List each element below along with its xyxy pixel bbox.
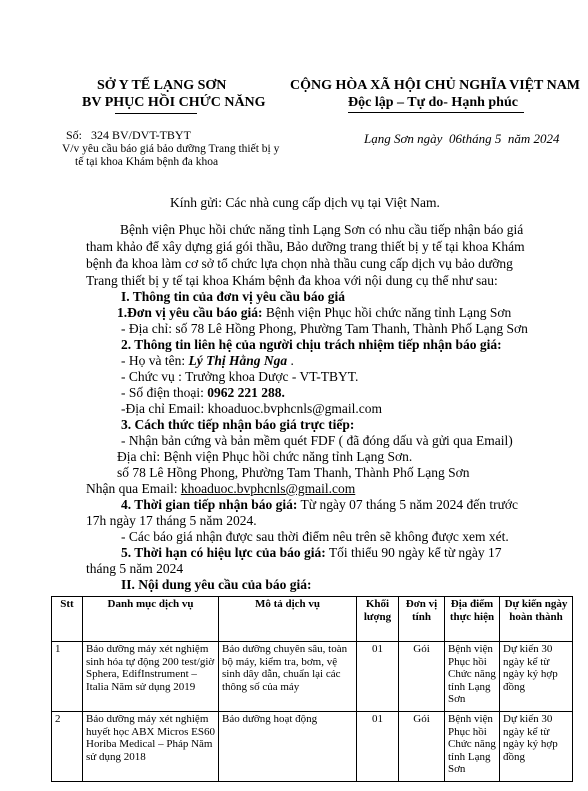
row-qty: 01 (357, 642, 399, 712)
col-header-unit: Đơn vị tính (399, 597, 445, 642)
row-place: Bệnh viện Phục hồi Chức năng tỉnh Lạng Sơn (445, 712, 500, 782)
doc-number-label: Số: (66, 128, 83, 142)
requester-line (117, 304, 511, 321)
date-day: 06 (448, 131, 462, 146)
receive-method-title: 3. Cách thức tiếp nhận báo giá trực tiếp: (121, 417, 355, 432)
org-underline (115, 113, 197, 114)
requester-value: Bệnh viện Phục hồi chức năng tỉnh Lạng Sơn (262, 305, 512, 320)
receive-email-line (86, 480, 355, 497)
contact-name-end: . (287, 353, 294, 368)
table-header-row (52, 597, 573, 642)
row-service: Bảo dưỡng máy xét nghiệm huyết học ABX Micros ES60 Horiba Medical – Pháp Năm sử dụng 2018 (83, 712, 219, 782)
receive-method-line-3: số 78 Lê Hồng Phong, Phường Tam Thanh, Thành Phố Lạng Sơn (117, 465, 470, 480)
org-parent: SỞ Y TẾ LẠNG SƠN (97, 78, 227, 93)
receive-email-label: Nhận qua Email: (86, 481, 181, 496)
intro-line-3: bệnh đa khoa làm cơ sở tổ chức lựa chọn nhà thầu cung cấp dịch vụ bảo dưỡng (86, 256, 513, 271)
contact-name-label: - Họ và tên: (121, 353, 189, 368)
row-place: Bệnh viện Phục hồi Chức năng tỉnh Lạng Sơn (445, 642, 500, 712)
section-1-title: I. Thông tin của đơn vị yêu cầu báo giá (121, 289, 346, 304)
col-header-desc: Mô tả dịch vụ (219, 597, 357, 642)
contact-name: Lý Thị Hằng Nga (188, 353, 288, 368)
col-header-service: Danh mục dịch vụ (83, 597, 219, 642)
intro-line-1: Bệnh viện Phục hồi chức năng tỉnh Lạng Sơn có nhu cầu tiếp nhận báo giá (120, 222, 524, 237)
col-header-stt: Stt (52, 597, 83, 642)
row-unit: Gói (399, 642, 445, 712)
receive-time-line (121, 496, 518, 513)
requester-address: - Địa chỉ: số 78 Lê Hồng Phong, Phường Tam Thanh, Thành Phố Lạng Sơn (121, 321, 528, 336)
motto-underline (348, 112, 524, 113)
contact-position: - Chức vụ : Trưởng khoa Dược - VT-TBYT. (121, 369, 359, 384)
row-desc: Bảo dưỡng chuyên sâu, toàn bộ máy, kiểm tra, bơm, vệ sinh dây dẫn, chuẩn lại các thông số của máy (219, 642, 357, 712)
subject-line-1: V/v yêu cầu báo giá bảo dưỡng Trang thiết bị y (62, 143, 280, 155)
quote-table (51, 596, 573, 782)
receive-method-line-1: - Nhận bản cứng và bản mềm quét FDF ( đã đóng dấu và gửi qua Email) (121, 433, 513, 448)
row-done: Dự kiến 30 ngày kể từ ngày ký hợp đồng (500, 642, 573, 712)
receive-time-value: Từ ngày 07 tháng 5 năm 2024 đến trước (297, 497, 519, 512)
requester-label: 1.Đơn vị yêu cầu báo giá: (117, 305, 263, 320)
row-stt: 1 (52, 642, 83, 712)
greeting: Kính gửi: Các nhà cung cấp dịch vụ tại Việt Nam. (170, 195, 440, 210)
row-service: Bảo dưỡng máy xét nghiệm sinh hóa tự động 200 test/giờ Sphera, EdifInstrument – Italia Năm sử dụng 2019 (83, 642, 219, 712)
contact-phone-line (121, 384, 285, 401)
section-2-title: II. Nội dung yêu cầu của báo giá: (121, 577, 312, 592)
receive-time-note: - Các báo giá nhận được sau thời điểm nêu trên sẽ không được xem xét. (121, 529, 509, 544)
doc-number-value: 324 BV/DVT-TBYT (91, 128, 191, 142)
doc-number (66, 129, 191, 142)
country-title: CỘNG HÒA XÃ HỘI CHỦ NGHĨA VIỆT NAM (290, 78, 581, 93)
validity-value: Tối thiểu 90 ngày kể từ ngày 17 (325, 545, 502, 560)
row-desc: Bảo dưỡng hoạt động (219, 712, 357, 782)
table-row (52, 712, 573, 782)
intro-line-2: tham khảo để xây dựng giá gói thầu, Bảo dưỡng trang thiết bị y tế tại khoa Khám (86, 239, 525, 254)
receive-time-line-2: 17h ngày 17 tháng 5 năm 2024. (86, 513, 257, 528)
place-date (364, 131, 559, 147)
contact-phone: 0962 221 288. (207, 385, 285, 400)
contact-name-line (121, 352, 294, 369)
row-unit: Gói (399, 712, 445, 782)
motto: Độc lập – Tự do- Hạnh phúc (348, 95, 518, 110)
validity-line (121, 544, 502, 561)
row-stt: 2 (52, 712, 83, 782)
validity-label: 5. Thời hạn có hiệu lực của báo giá: (121, 545, 326, 560)
contact-title: 2. Thông tin liên hệ của người chịu trách nhiệm tiếp nhận báo giá: (121, 337, 502, 352)
validity-line-2: tháng 5 năm 2024 (86, 561, 184, 576)
table-row (52, 642, 573, 712)
row-done: Dự kiến 30 ngày kể từ ngày ký hợp đồng (500, 712, 573, 782)
contact-phone-label: - Số điện thoại: (121, 385, 208, 400)
date-year: năm 2024 (507, 131, 560, 146)
date-month: tháng 5 (461, 131, 502, 146)
row-qty: 01 (357, 712, 399, 782)
receive-method-line-2: Địa chỉ: Bệnh viện Phục hồi chức năng tỉnh Lạng Sơn. (117, 449, 413, 464)
intro-line-4: Trang thiết bị y tế tại khoa Khám bệnh đa khoa với nội dung cụ thể như sau: (86, 273, 498, 288)
col-header-place: Địa điểm thực hiện (445, 597, 500, 642)
place-date-prefix: Lạng Sơn ngày (364, 131, 443, 146)
col-header-qty: Khối lượng (357, 597, 399, 642)
col-header-done: Dự kiến ngày hoàn thành (500, 597, 573, 642)
receive-time-label: 4. Thời gian tiếp nhận báo giá: (121, 497, 298, 512)
contact-email: -Địa chỉ Email: khoaduoc.bvphcnls@gmail.com (121, 401, 382, 416)
subject-line-2: tế tại khoa Khám bệnh đa khoa (75, 156, 219, 168)
org-name: BV PHỤC HỒI CHỨC NĂNG (82, 95, 266, 110)
receive-email-link[interactable]: khoaduoc.bvphcnls@gmail.com (180, 481, 356, 496)
